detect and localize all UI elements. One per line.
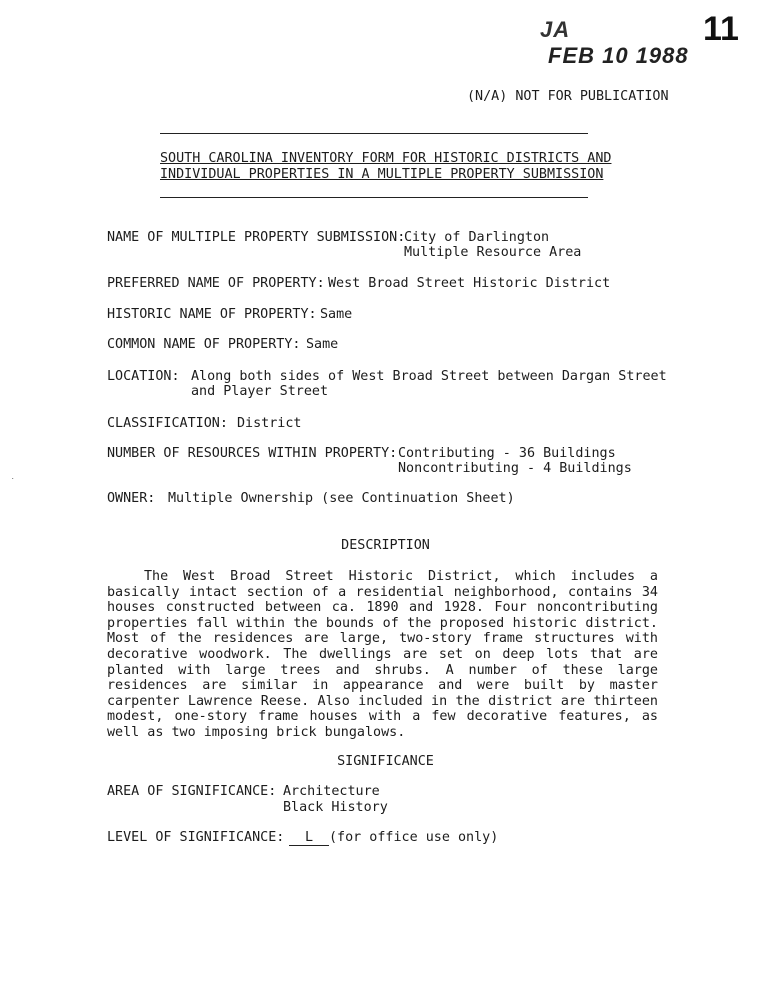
resources-label: NUMBER OF RESOURCES WITHIN PROPERTY: (107, 446, 398, 461)
classification-value: District (237, 416, 302, 431)
area-value-1: Architecture (283, 784, 380, 799)
resources-noncontributing: Noncontributing - 4 Buildings (398, 461, 632, 476)
submission-value-1: City of Darlington (404, 230, 550, 245)
owner-value: Multiple Ownership (see Continuation Sheet) (168, 491, 515, 506)
received-stamp-date: FEB 10 1988 (548, 43, 689, 68)
submission-value-2: Multiple Resource Area (404, 245, 582, 260)
significance-heading: SIGNIFICANCE (337, 754, 434, 769)
publication-note: (N/A) NOT FOR PUBLICATION (467, 89, 669, 104)
resources-contributing: Contributing - 36 Buildings (398, 446, 616, 461)
common-name-label: COMMON NAME OF PROPERTY: (107, 337, 301, 352)
classification-label: CLASSIFICATION: (107, 416, 228, 431)
preferred-name-label: PREFERRED NAME OF PROPERTY: (107, 276, 325, 291)
level-value: L (289, 831, 329, 846)
level-field (289, 830, 498, 846)
location-value-2: and Player Street (191, 384, 329, 399)
area-value-2: Black History (283, 800, 388, 815)
received-stamp-line-1: JA (540, 17, 571, 42)
area-of-significance-label: AREA OF SIGNIFICANCE: (107, 784, 277, 799)
page-number: 11 (703, 10, 739, 48)
description-body: The West Broad Street Historic District, which includes a basically intact section of a residential neighborhood, contains 34 houses constructed between ca. 1890 and 1928. Four noncontributing properties fall within the bounds of the proposed historic district. Most of the residences are large, two-story frame structures with decorative woodwork. The dwellings are set on deep lots that are planted with large trees and shrubs. A number of these large residences are similar in appearance and were built by master carpenter Lawrence Reese. Also included in the district are thirteen modest, one-story frame houses with a few decorative features, as well as two imposing brick bungalows. (107, 569, 658, 740)
title-rule-bottom (160, 197, 588, 198)
historic-name-label: HISTORIC NAME OF PROPERTY: (107, 307, 317, 322)
title-rule-top (160, 133, 588, 134)
common-name-value: Same (306, 337, 339, 352)
level-of-significance-label: LEVEL OF SIGNIFICANCE: (107, 830, 285, 845)
location-label: LOCATION: (107, 369, 180, 384)
owner-label: OWNER: (107, 491, 156, 506)
level-note: (for office use only) (329, 830, 499, 845)
form-title-line-2: INDIVIDUAL PROPERTIES IN A MULTIPLE PROPERTY SUBMISSION (160, 167, 604, 182)
location-value-1: Along both sides of West Broad Street between Dargan Street (191, 369, 667, 384)
submission-label: NAME OF MULTIPLE PROPERTY SUBMISSION: (107, 230, 406, 245)
description-heading: DESCRIPTION (341, 538, 430, 553)
preferred-name-value: West Broad Street Historic District (328, 276, 611, 291)
form-title-line-1: SOUTH CAROLINA INVENTORY FORM FOR HISTORIC DISTRICTS AND (160, 151, 612, 166)
scan-speck: ˙ (10, 478, 16, 488)
historic-name-value: Same (320, 307, 353, 322)
